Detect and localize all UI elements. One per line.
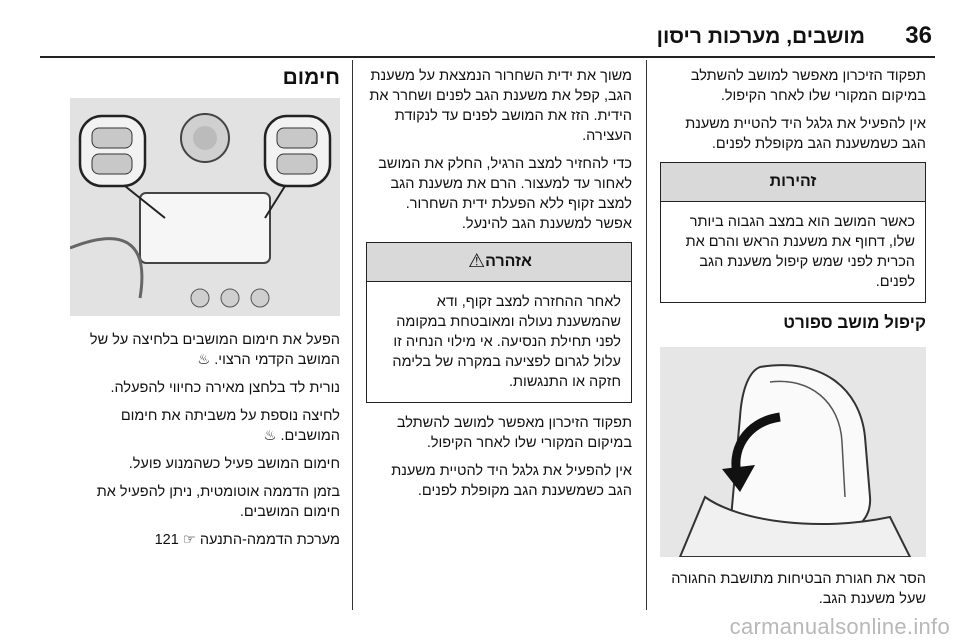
stop-start-reference bbox=[70, 530, 340, 550]
right-column bbox=[660, 66, 926, 617]
caution-box bbox=[660, 162, 926, 303]
warning-box bbox=[366, 242, 632, 403]
page-reference-icon: ☞ bbox=[182, 532, 196, 548]
caution-text: כאשר המושב הוא במצב הגבוה ביותר שלו, דחוף את משענת הראש והרם את הכרית לפני שמש קיפול משענת הגב לפנים. bbox=[685, 214, 915, 290]
memory-function-text-2: תפקוד הזיכרון מאפשר למושב להשתלב במיקום המקורי שלו לאחר הקיפול. bbox=[396, 415, 632, 451]
led-indicator-text: נורית לד בלחצן מאירה כחיווי להפעלה. bbox=[110, 380, 340, 396]
engine-running-text: חימום המושב פעיל כשהמנוע פועל. bbox=[128, 456, 340, 472]
section-title-sport-seat: קיפול מושב ספורט bbox=[783, 313, 926, 332]
stop-start-label: מערכת הדממה-התנעה bbox=[199, 532, 340, 548]
warning-title: אזהרה bbox=[485, 253, 532, 270]
page-number: 36 bbox=[905, 22, 932, 49]
heating-title: חימום bbox=[282, 66, 340, 89]
watermark: carmanualsonline.info bbox=[729, 614, 950, 639]
handwheel-note-text-2: אין להפעיל את גלגל היד להטיית משענת הגב כשמשענת הגב מקופלת לפנים. bbox=[391, 463, 632, 499]
release-lever-text: משוך את ידית השחרור הנמצאת על משענת הגב, קפל את משענת הגב לפנים ושחרר את הידית. הזז את המושב לפנים עד לנקודת העצירה. bbox=[369, 68, 632, 144]
activate-heating-text bbox=[70, 330, 340, 370]
deactivate-heating-text bbox=[70, 406, 340, 446]
page-header bbox=[0, 0, 960, 56]
dashboard-heating-illustration bbox=[70, 98, 340, 316]
dashboard-drawing bbox=[70, 98, 340, 316]
seat-belt-text: הסר את חגורת הבטיחות מתושבת החגורה שעל משענת הגב. bbox=[671, 571, 926, 607]
deactivate-heating-label: לחיצה נוספת על משביתה את חימום המושבים. bbox=[120, 408, 340, 444]
left-column bbox=[70, 66, 340, 558]
stop-start-page[interactable]: 121 bbox=[154, 532, 179, 548]
header-divider bbox=[40, 56, 935, 58]
autostop-text: בזמן הדממה אוטומטית, ניתן להפעיל את חימום המושבים. bbox=[96, 484, 340, 520]
caution-title: זהירות bbox=[661, 163, 925, 202]
seat-fold-drawing bbox=[660, 347, 926, 557]
middle-column bbox=[366, 66, 632, 509]
seat-heating-icon: ♨ bbox=[197, 352, 211, 368]
warning-triangle-icon: ⚠ bbox=[468, 251, 486, 272]
return-position-text: כדי להחזיר למצב הרגיל, החלק את המושב לאחור עד למעצור. הרם את משענת הגב למצב זקוף ללא הפעלת ידית השחרור. אפשר למשענת הגב להינעל. bbox=[378, 156, 632, 232]
page-title: מושבים, מערכות ריסון bbox=[656, 25, 865, 48]
memory-function-text: תפקוד הזיכרון מאפשר למושב להשתלב במיקום המקורי שלו לאחר הקיפול. bbox=[690, 68, 926, 104]
activate-heating-label: הפעל את חימום המושבים בלחיצה על של המושב הקדמי הרצוי. bbox=[89, 332, 340, 368]
sport-seat-fold-illustration bbox=[660, 347, 926, 557]
column-divider-left bbox=[352, 60, 353, 610]
handwheel-note-text: אין להפעיל את גלגל היד להטיית משענת הגב כשמשענת הגב מקופלת לפנים. bbox=[685, 116, 926, 152]
seat-heating-icon-2: ♨ bbox=[263, 428, 277, 444]
column-divider-right bbox=[646, 60, 647, 610]
warning-header bbox=[367, 243, 631, 282]
warning-text: לאחר ההחזרה למצב זקוף, ודא שהמשענת נעולה ומאובטחת במקומה לפני תחילת הנסיעה. אי מילוי הנחיה זו עלול לגרום לפציעה במקרה של בלימה חזקה או התנגשות. bbox=[392, 294, 621, 390]
